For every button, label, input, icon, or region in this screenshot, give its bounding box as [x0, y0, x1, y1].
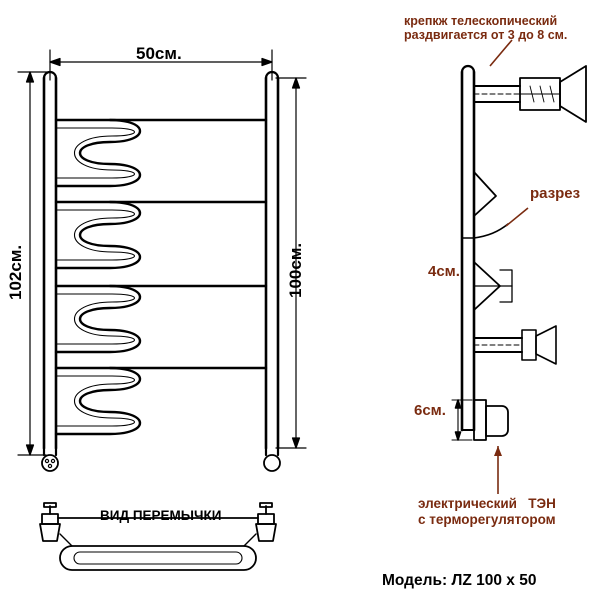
serpentine-rungs	[56, 120, 266, 434]
label-width-top: 50см.	[136, 44, 182, 63]
accent-leaders	[490, 40, 528, 494]
front-view-frame	[42, 72, 280, 471]
mount-note-leader	[490, 40, 512, 66]
label-bridge-view: ВИД ПЕРЕМЫЧКИ	[100, 508, 222, 523]
label-cut: разрез	[530, 185, 581, 202]
label-heater-line1: электрический ТЭН	[418, 496, 556, 511]
label-mount-note-line2: раздвигается от 3 до 8 см.	[404, 28, 568, 42]
cut-leader	[506, 208, 528, 226]
label-dim-6cm: 6см.	[414, 402, 446, 419]
label-model: Модель: ЛZ 100 х 50	[382, 572, 537, 589]
label-height-right: 100см.	[286, 242, 305, 298]
side-view	[452, 66, 586, 440]
label-heater-line2: с терморегулятором	[418, 512, 556, 527]
label-mount-note-line1: крепкж телескопический	[404, 14, 558, 28]
label-dim-4cm: 4см.	[428, 263, 460, 280]
label-height-left: 102см.	[6, 244, 25, 300]
